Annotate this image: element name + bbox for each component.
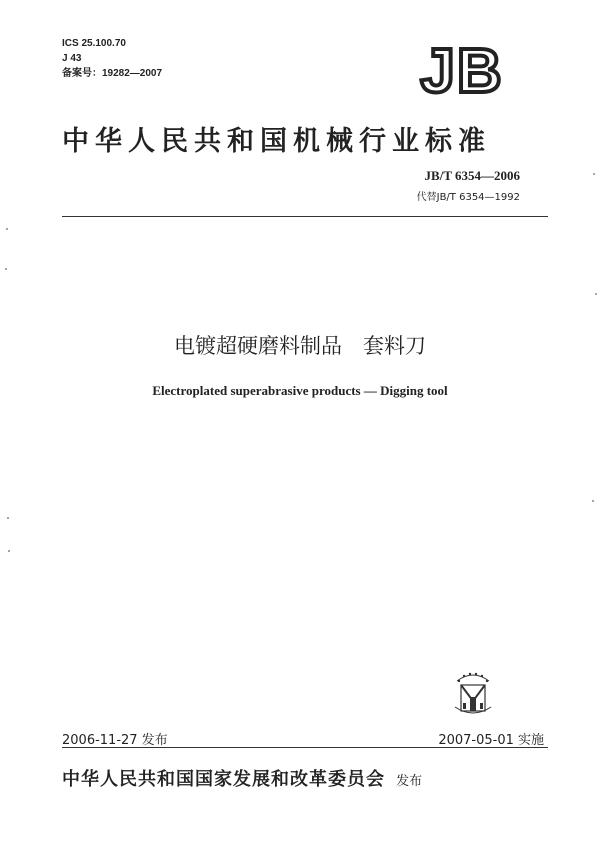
jb-logo (408, 40, 516, 100)
header-divider (62, 216, 548, 217)
scan-speck (593, 173, 595, 175)
issue-date: 2006-11-27 发布 (62, 733, 168, 748)
issuer-line (62, 765, 422, 791)
replaces-standard: 代替JB/T 6354—1992 (416, 192, 520, 203)
classification-code: J 43 (62, 53, 82, 64)
footer-divider (62, 747, 548, 748)
implementation-date: 2007-05-01 实施 (438, 733, 544, 748)
chinese-title: 电镀超硬磨料制品 套料刀 (174, 334, 426, 358)
scan-speck (5, 268, 7, 270)
standard-category-title: 中华人民共和国机械行业标准 (62, 126, 491, 157)
filing-number: 备案号：19282—2007 (62, 68, 163, 79)
scan-speck (595, 293, 597, 295)
scan-speck (592, 500, 594, 502)
ics-code: ICS 25.100.70 (62, 38, 126, 49)
issuing-authority: 中华人民共和国国家发展和改革委员会 (62, 769, 385, 790)
jb-logo-text: JB (420, 40, 504, 100)
scan-speck (7, 517, 9, 519)
scan-speck (6, 228, 8, 230)
scan-speck (8, 550, 10, 552)
issue-verb: 发布 (396, 774, 423, 789)
document-meta (62, 36, 162, 81)
standard-number: JB/T 6354—2006 (424, 168, 520, 183)
standard-number-block (417, 168, 520, 203)
publisher-emblem-icon (447, 667, 499, 719)
english-title: Electroplated superabrasive products — Digging tool (152, 383, 448, 398)
